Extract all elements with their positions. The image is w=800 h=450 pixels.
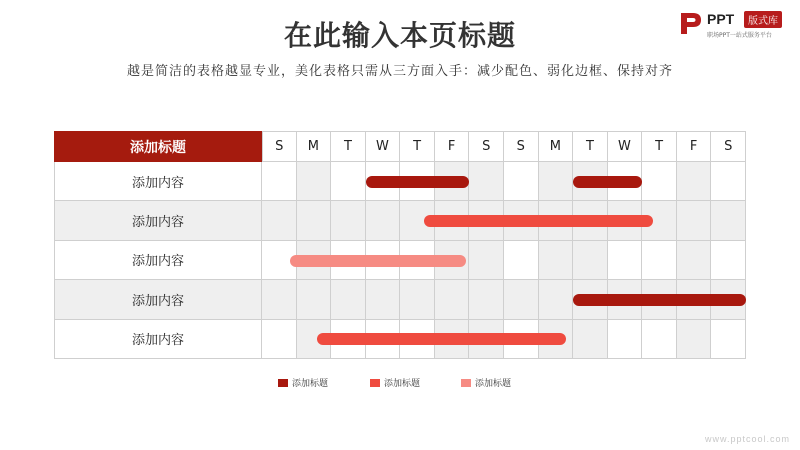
grid-cell bbox=[711, 241, 746, 280]
grid-cell bbox=[331, 201, 366, 240]
logo-badge: 版式库 bbox=[744, 11, 782, 28]
grid-cell bbox=[539, 162, 574, 201]
grid-cell bbox=[435, 280, 470, 319]
grid-cell bbox=[331, 162, 366, 201]
gantt-bar-row3-1[interactable] bbox=[290, 255, 466, 267]
grid-cell bbox=[573, 241, 608, 280]
day-header-2: T bbox=[331, 131, 366, 162]
day-header-4: T bbox=[400, 131, 435, 162]
row-label: 添加内容 bbox=[54, 280, 262, 319]
legend-label: 添加标题 bbox=[384, 379, 421, 389]
brand-logo[interactable] bbox=[678, 8, 794, 44]
grid-cell bbox=[366, 280, 401, 319]
chart-legend bbox=[0, 376, 800, 390]
grid-cell bbox=[608, 241, 643, 280]
grid-cell bbox=[642, 241, 677, 280]
grid-cell bbox=[677, 201, 712, 240]
grid-cell bbox=[504, 241, 539, 280]
grid-cell bbox=[331, 280, 366, 319]
day-header-0: S bbox=[262, 131, 297, 162]
grid-cell bbox=[504, 162, 539, 201]
gantt-bar-row1-2[interactable] bbox=[573, 176, 642, 188]
row-label: 添加内容 bbox=[54, 201, 262, 240]
table-header-title: 添加标题 bbox=[54, 131, 262, 162]
page-subtitle: 越是简洁的表格越显专业，美化表格只需从三方面入手：减少配色、弱化边框、保持对齐 bbox=[126, 64, 673, 79]
legend-swatch bbox=[370, 379, 380, 387]
day-header-6: S bbox=[469, 131, 504, 162]
legend-label: 添加标题 bbox=[475, 379, 512, 389]
page-title: 在此输入本页标题 bbox=[283, 19, 516, 52]
day-header-13: S bbox=[711, 131, 746, 162]
day-header-7: S bbox=[504, 131, 539, 162]
row-label: 添加内容 bbox=[54, 320, 262, 359]
day-header-12: F bbox=[677, 131, 712, 162]
grid-cell bbox=[573, 320, 608, 359]
grid-cell bbox=[711, 201, 746, 240]
grid-cell bbox=[642, 162, 677, 201]
grid-cell bbox=[297, 162, 332, 201]
legend-swatch bbox=[461, 379, 471, 387]
grid-cell bbox=[469, 241, 504, 280]
day-header-9: T bbox=[573, 131, 608, 162]
day-header-10: W bbox=[608, 131, 643, 162]
grid-cell bbox=[297, 201, 332, 240]
grid-cell bbox=[469, 162, 504, 201]
grid-cell bbox=[297, 280, 332, 319]
logo-p-icon bbox=[678, 10, 704, 36]
logo-tagline: 职场PPT一站式服务平台 bbox=[707, 32, 772, 39]
grid-cell bbox=[262, 162, 297, 201]
gantt-bar-row1-1[interactable] bbox=[366, 176, 470, 188]
grid-cell bbox=[262, 280, 297, 319]
watermark: www.pptcool.com bbox=[704, 434, 790, 444]
legend-item-3 bbox=[461, 376, 511, 389]
grid-cell bbox=[262, 201, 297, 240]
grid-cell bbox=[366, 201, 401, 240]
grid-cell bbox=[711, 162, 746, 201]
legend-item-2 bbox=[370, 376, 420, 389]
logo-brand-text: PPT bbox=[707, 11, 735, 27]
grid-cell bbox=[400, 280, 435, 319]
grid-cell bbox=[677, 320, 712, 359]
grid-cell bbox=[504, 280, 539, 319]
legend-item-1 bbox=[278, 376, 328, 389]
grid-cell bbox=[539, 241, 574, 280]
gantt-bar-row2-1[interactable] bbox=[424, 215, 652, 227]
grid-cell bbox=[262, 320, 297, 359]
day-header-3: W bbox=[366, 131, 401, 162]
grid-cell bbox=[539, 280, 574, 319]
gantt-bar-row4-1[interactable] bbox=[573, 294, 746, 306]
gantt-bar-row5-1[interactable] bbox=[317, 333, 566, 345]
row-label: 添加内容 bbox=[54, 162, 262, 201]
gantt-table bbox=[54, 131, 746, 359]
day-header-11: T bbox=[642, 131, 677, 162]
grid-cell bbox=[469, 280, 504, 319]
day-header-5: F bbox=[435, 131, 470, 162]
day-header-8: M bbox=[539, 131, 574, 162]
grid-cell bbox=[677, 162, 712, 201]
grid-cell bbox=[677, 241, 712, 280]
grid-cell bbox=[642, 320, 677, 359]
legend-swatch bbox=[278, 379, 288, 387]
row-label: 添加内容 bbox=[54, 241, 262, 280]
grid-cell bbox=[608, 320, 643, 359]
grid-cell bbox=[711, 320, 746, 359]
day-header-1: M bbox=[297, 131, 332, 162]
legend-label: 添加标题 bbox=[292, 379, 329, 389]
